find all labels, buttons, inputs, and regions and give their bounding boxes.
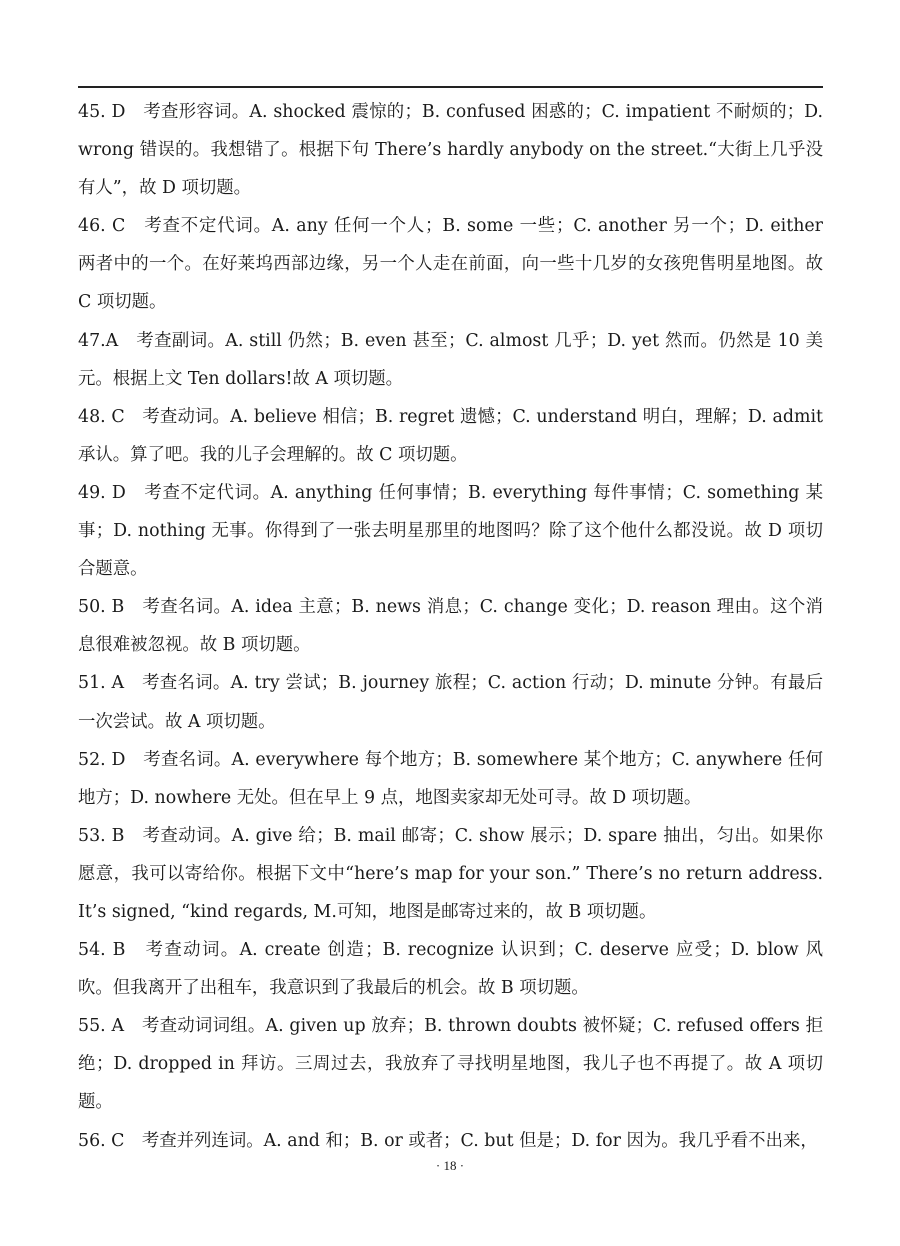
page-number: · 18 · bbox=[435, 1158, 465, 1173]
explanation-item-55: 55. A 考查动词词组。A. given up 放弃；B. thrown doubts 被怀疑；C. refused offers 拒绝；D. dropped in 拜访。三周过去，我放弃了寻找明星地图，我儿子也不再提了。故 A 项切题。 bbox=[78, 1016, 823, 1113]
answer-explanations bbox=[78, 93, 823, 1160]
explanation-item-51: 51. A 考查名词。A. try 尝试；B. journey 旅程；C. action 行动；D. minute 分钟。有最后一次尝试。故 A 项切题。 bbox=[78, 673, 823, 732]
header-rule bbox=[78, 86, 823, 88]
explanation-item-46: 46. C 考查不定代词。A. any 任何一个人；B. some 一些；C. another 另一个；D. either 两者中的一个。在好莱坞西部边缘，另一个人走在前面，向一些十几岁的女孩兜售明星地图。故 C 项切题。 bbox=[78, 216, 823, 313]
explanation-item-53: 53. B 考查动词。A. give 给；B. mail 邮寄；C. show 展示；D. spare 抽出，匀出。如果你愿意，我可以寄给你。根据下文中“here’s map for your son.” There’s no return address. It’s signed, “kind regards, M.可知，地图是邮寄过来的，故 B 项切题。 bbox=[78, 825, 823, 922]
explanation-item-48: 48. C 考查动词。A. believe 相信；B. regret 遗憾；C. understand 明白，理解；D. admit 承认。算了吧。我的儿子会理解的。故 C 项切题。 bbox=[78, 406, 823, 465]
explanation-item-50: 50. B 考查名词。A. idea 主意；B. news 消息；C. change 变化；D. reason 理由。这个消息很难被忽视。故 B 项切题。 bbox=[78, 597, 823, 656]
explanation-item-49: 49. D 考查不定代词。A. anything 任何事情；B. everything 每件事情；C. something 某事；D. nothing 无事。你得到了一张去明星那里的地图吗？除了这个他什么都没说。故 D 项切合题意。 bbox=[78, 482, 823, 580]
explanation-item-45: 45. D 考查形容词。A. shocked 震惊的；B. confused 困惑的；C. impatient 不耐烦的；D. wrong 错误的。我想错了。根据下句 There’s hardly anybody on the street.“大街上几乎没有人”，故 D 项切题。 bbox=[78, 102, 823, 199]
explanation-item-52: 52. D 考查名词。A. everywhere 每个地方；B. somewhere 某个地方；C. anywhere 任何地方；D. nowhere 无处。但在早上 9 点，地图卖家却无处可寻。故 D 项切题。 bbox=[78, 749, 823, 808]
explanation-item-47: 47.A 考查副词。A. still 仍然；B. even 甚至；C. almost 几乎；D. yet 然而。仍然是 10 美元。根据上文 Ten dollars!故 A 项切题。 bbox=[78, 330, 823, 389]
explanation-item-54: 54. B 考查动词。A. create 创造；B. recognize 认识到；C. deserve 应受；D. blow 风吹。但我离开了出租车，我意识到了我最后的机会。故 B 项切题。 bbox=[78, 940, 823, 999]
explanation-item-56: 56. C 考查并列连词。A. and 和；B. or 或者；C. but 但是；D. for 因为。我几乎看不出来， bbox=[78, 1130, 818, 1151]
